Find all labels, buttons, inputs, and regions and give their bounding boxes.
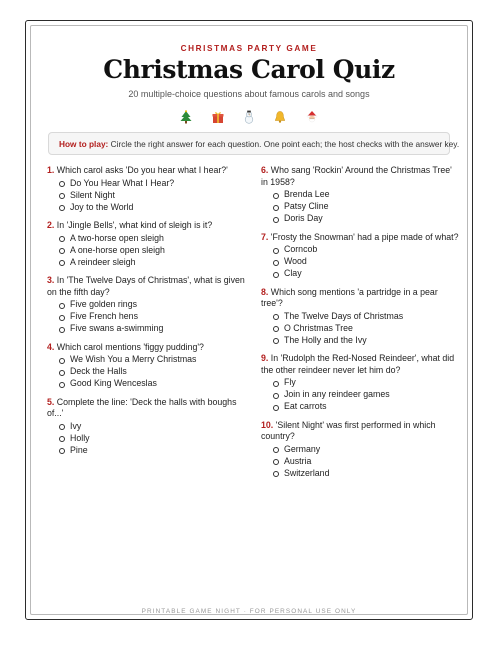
question-item xyxy=(47,342,247,390)
answer-option-label: A one-horse open sleigh xyxy=(70,244,165,255)
question-item xyxy=(47,220,247,268)
question-text xyxy=(47,397,247,420)
question-number: 7. xyxy=(261,231,269,242)
question-item xyxy=(47,397,247,457)
christmas-tree-icon xyxy=(176,110,196,124)
answer-options xyxy=(47,178,247,214)
page-title: Christmas Carol Quiz xyxy=(103,55,395,84)
question-text xyxy=(261,420,461,443)
answer-option[interactable] xyxy=(59,421,247,433)
answer-option-label: Germany xyxy=(284,443,321,454)
circle-bullet-icon xyxy=(59,236,65,242)
answer-option[interactable] xyxy=(59,257,247,269)
answer-option[interactable] xyxy=(273,311,461,323)
answer-option-label: Patsy Cline xyxy=(284,201,329,211)
answer-option[interactable] xyxy=(59,245,247,257)
circle-bullet-icon xyxy=(59,370,65,376)
question-prompt: 'Frosty the Snowman' had a pipe made of what? xyxy=(270,231,459,242)
circle-bullet-icon xyxy=(273,248,279,254)
answer-options xyxy=(261,377,461,413)
circle-bullet-icon xyxy=(59,358,65,364)
circle-bullet-icon xyxy=(273,447,279,453)
snowman-icon xyxy=(239,110,259,124)
answer-option[interactable] xyxy=(59,299,247,311)
question-text xyxy=(261,287,461,310)
question-prompt: Which song mentions 'a partridge in a pear tree'? xyxy=(261,286,438,308)
answer-option-label: Fly xyxy=(284,377,296,387)
answer-option-label: Joy to the World xyxy=(70,201,134,212)
answer-options xyxy=(261,311,461,347)
question-text xyxy=(261,165,461,188)
circle-bullet-icon xyxy=(59,315,65,321)
answer-option[interactable] xyxy=(273,401,461,413)
answer-option-label: Clay xyxy=(284,268,302,278)
question-item xyxy=(261,420,461,480)
question-item xyxy=(47,165,247,213)
quiz-sheet xyxy=(25,20,473,620)
question-prompt: 'Silent Night' was first performed in which country? xyxy=(261,419,436,441)
answer-option-label: Good King Wenceslas xyxy=(70,378,157,388)
how-to-play-label: How to play: xyxy=(59,139,109,149)
question-number: 1. xyxy=(47,165,55,175)
answer-option[interactable] xyxy=(273,335,461,347)
circle-bullet-icon xyxy=(59,260,65,266)
answer-option[interactable] xyxy=(273,268,461,280)
gift-icon xyxy=(208,110,228,124)
answer-option[interactable] xyxy=(59,311,247,323)
circle-bullet-icon xyxy=(273,405,279,411)
question-number: 6. xyxy=(261,165,269,175)
santa-icon xyxy=(302,110,322,124)
answer-option[interactable] xyxy=(59,366,247,378)
footer-note: PRINTABLE GAME NIGHT · FOR PERSONAL USE ONLY xyxy=(141,608,357,615)
question-item xyxy=(261,232,461,280)
answer-options xyxy=(261,189,461,225)
answer-option-label: Holly xyxy=(70,432,90,443)
answer-option[interactable] xyxy=(273,323,461,335)
question-number: 4. xyxy=(47,341,55,352)
answer-option[interactable] xyxy=(59,190,247,202)
bell-icon xyxy=(270,110,290,124)
answer-option[interactable] xyxy=(59,178,247,190)
answer-option[interactable] xyxy=(59,354,247,366)
answer-option-label: Five swans a-swimming xyxy=(70,323,164,333)
question-prompt: In 'Rudolph the Red-Nosed Reindeer', what did the other reindeer never let him do? xyxy=(261,353,455,375)
answer-option[interactable] xyxy=(273,468,461,480)
question-number: 8. xyxy=(261,286,269,297)
answer-option[interactable] xyxy=(59,378,247,390)
circle-bullet-icon xyxy=(59,193,65,199)
answer-option-label: Five golden rings xyxy=(70,299,137,309)
answer-option[interactable] xyxy=(273,213,461,225)
circle-bullet-icon xyxy=(273,338,279,344)
answer-option-label: Switzerland xyxy=(284,467,330,478)
question-text xyxy=(261,353,461,376)
circle-bullet-icon xyxy=(59,382,65,388)
answer-option[interactable] xyxy=(273,244,461,256)
answer-option-label: Doris Day xyxy=(284,213,323,223)
answer-options xyxy=(261,244,461,280)
answer-option[interactable] xyxy=(59,323,247,335)
answer-option-label: The Holly and the Ivy xyxy=(284,334,367,345)
answer-option-label: O Christmas Tree xyxy=(284,322,353,333)
question-item xyxy=(261,353,461,413)
circle-bullet-icon xyxy=(59,436,65,442)
answer-option-label: A reindeer sleigh xyxy=(70,256,136,267)
circle-bullet-icon xyxy=(273,205,279,211)
decoration-icons xyxy=(26,109,472,124)
circle-bullet-icon xyxy=(59,448,65,454)
question-number: 2. xyxy=(47,220,55,230)
question-text xyxy=(47,342,247,354)
circle-bullet-icon xyxy=(273,471,279,477)
circle-bullet-icon xyxy=(273,393,279,399)
circle-bullet-icon xyxy=(59,327,65,333)
answer-options xyxy=(47,354,247,390)
question-item xyxy=(47,275,247,335)
answer-option-label: Join in any reindeer games xyxy=(284,389,390,399)
circle-bullet-icon xyxy=(59,424,65,430)
answer-option-label: We Wish You a Merry Christmas xyxy=(70,354,197,364)
answer-option-label: Deck the Halls xyxy=(70,366,127,376)
answer-option[interactable] xyxy=(273,456,461,468)
circle-bullet-icon xyxy=(59,181,65,187)
answer-option[interactable] xyxy=(59,233,247,245)
question-text xyxy=(47,220,247,232)
circle-bullet-icon xyxy=(59,248,65,254)
answer-option-label: Brenda Lee xyxy=(284,189,330,199)
answer-options xyxy=(261,444,461,480)
question-prompt: Complete the line: 'Deck the halls with boughs of...' xyxy=(47,396,237,418)
question-prompt: In 'The Twelve Days of Christmas', what is given on the fifth day? xyxy=(47,275,245,297)
question-number: 10. xyxy=(261,419,274,430)
answer-options xyxy=(47,299,247,335)
circle-bullet-icon xyxy=(59,205,65,211)
answer-option-label: Pine xyxy=(70,444,88,455)
answer-option[interactable] xyxy=(273,256,461,268)
answer-option[interactable] xyxy=(59,445,247,457)
answer-option[interactable] xyxy=(273,389,461,401)
circle-bullet-icon xyxy=(273,193,279,199)
question-number: 5. xyxy=(47,396,55,407)
question-text xyxy=(261,232,461,244)
question-column-right xyxy=(261,165,461,486)
question-item xyxy=(261,165,461,225)
circle-bullet-icon xyxy=(273,381,279,387)
answer-options xyxy=(47,421,247,457)
answer-option[interactable] xyxy=(273,444,461,456)
question-item xyxy=(261,287,461,347)
answer-option[interactable] xyxy=(59,202,247,214)
page-subtitle: 20 multiple-choice questions about famous carols and songs xyxy=(128,89,370,99)
answer-options xyxy=(47,233,247,269)
question-text xyxy=(47,165,247,177)
circle-bullet-icon xyxy=(273,217,279,223)
circle-bullet-icon xyxy=(273,260,279,266)
circle-bullet-icon xyxy=(273,272,279,278)
question-prompt: Which carol mentions 'figgy pudding'? xyxy=(56,341,204,352)
answer-option[interactable] xyxy=(59,433,247,445)
circle-bullet-icon xyxy=(59,303,65,309)
answer-option[interactable] xyxy=(273,377,461,389)
answer-option-label: Corncob xyxy=(284,244,318,254)
question-number: 3. xyxy=(47,275,55,285)
question-number: 9. xyxy=(261,353,269,363)
circle-bullet-icon xyxy=(273,314,279,320)
how-to-play-text: Circle the right answer for each question. One point each; the host checks with the answer key. xyxy=(110,139,460,149)
answer-option-label: Eat carrots xyxy=(284,401,327,411)
how-to-play-box xyxy=(48,132,460,155)
question-column-left xyxy=(47,165,247,463)
answer-option-label: The Twelve Days of Christmas xyxy=(284,310,404,321)
question-prompt: In 'Jingle Bells', what kind of sleigh is it? xyxy=(56,220,213,230)
circle-bullet-icon xyxy=(273,459,279,465)
answer-option-label: Wood xyxy=(284,256,307,266)
question-prompt: Which carol asks 'Do you hear what I hear?' xyxy=(56,165,228,175)
answer-option-label: Ivy xyxy=(70,420,82,431)
answer-option[interactable] xyxy=(273,201,461,213)
question-prompt: Who sang 'Rockin' Around the Christmas Tree' in 1958? xyxy=(261,165,452,187)
question-text xyxy=(47,275,247,298)
answer-option-label: Five French hens xyxy=(70,311,138,321)
answer-option-label: Do You Hear What I Hear? xyxy=(70,177,175,188)
answer-option-label: Austria xyxy=(284,455,312,466)
answer-option-label: Silent Night xyxy=(70,189,115,200)
answer-option-label: A two-horse open sleigh xyxy=(70,232,164,243)
kicker: CHRISTMAS PARTY GAME xyxy=(180,44,318,53)
circle-bullet-icon xyxy=(273,326,279,332)
answer-option[interactable] xyxy=(273,189,461,201)
